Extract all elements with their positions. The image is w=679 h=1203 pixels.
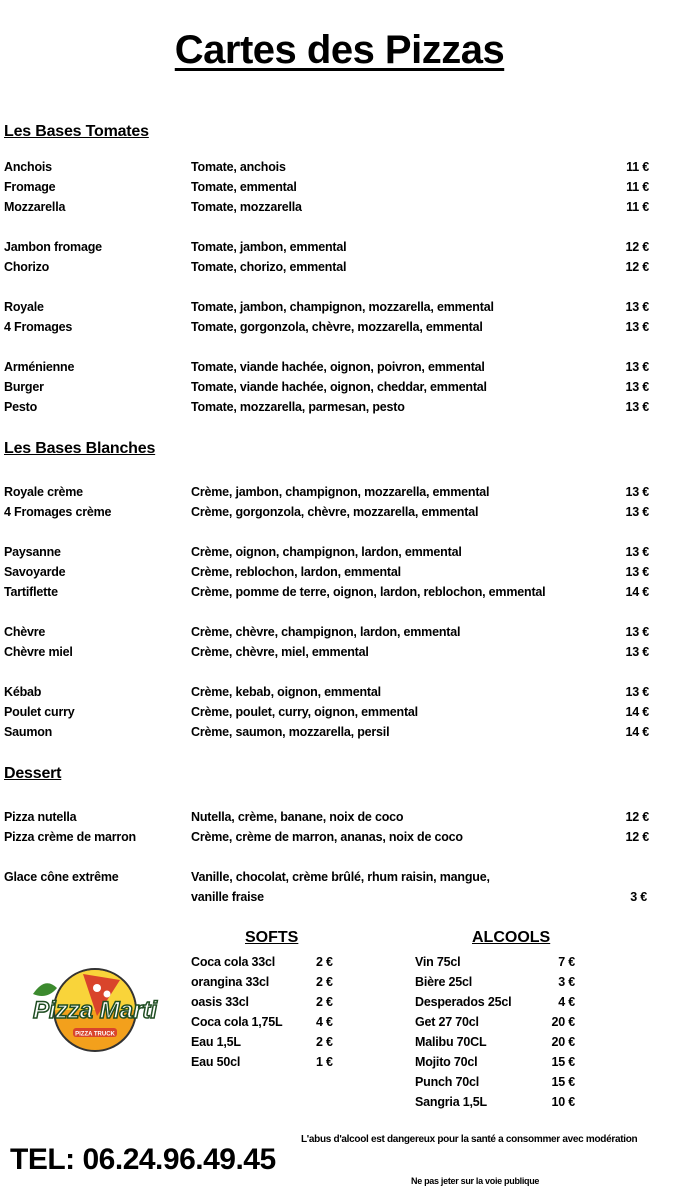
menu-item: [0, 722, 679, 742]
item-name: Pesto: [4, 400, 38, 414]
soft-name: Eau 1,5L: [191, 1035, 241, 1049]
group-spacer: [0, 337, 679, 357]
item-name: Mozzarella: [4, 200, 66, 214]
logo-text: Pizza Marti: [32, 997, 158, 1024]
item-ingredients: [191, 257, 346, 277]
group-spacer: [0, 602, 679, 622]
alcool-name: Sangria 1,5L: [415, 1095, 487, 1109]
item-price: 12 €: [625, 260, 649, 274]
item-name: Poulet curry: [4, 705, 75, 719]
item-ingredients: [191, 482, 489, 502]
group-spacer: [0, 217, 679, 237]
group-spacer: [0, 847, 679, 867]
item-name: Tartiflette: [4, 585, 58, 599]
item-name: Royale crème: [4, 485, 83, 499]
alcools-heading: ALCOOLS: [472, 929, 551, 946]
item-ingredients: [191, 157, 286, 177]
item-name: Glace cône extrême: [4, 870, 119, 884]
item-ingredients: [191, 622, 460, 642]
item-ingredients: [191, 867, 490, 907]
menu-item: [0, 827, 679, 847]
ingredients-line: Crème, chèvre, miel, emmental: [191, 645, 369, 659]
item-price: 11 €: [626, 160, 649, 174]
item-ingredients: [191, 317, 483, 337]
menu-item: [0, 807, 679, 827]
ingredients-line: Tomate, mozzarella: [191, 200, 302, 214]
menu-item: [0, 582, 679, 602]
alcool-name: Vin 75cl: [415, 955, 461, 969]
ingredients-line: Nutella, crème, banane, noix de coco: [191, 810, 404, 824]
item-name: Anchois: [4, 160, 52, 174]
ingredients-line: vanille fraise: [191, 890, 264, 904]
menu-item: [0, 622, 679, 642]
section-title-tomates: Les Bases Tomates: [4, 123, 149, 140]
item-price: 12 €: [625, 240, 649, 254]
item-name: Chèvre miel: [4, 645, 73, 659]
soft-price: 1 €: [316, 1055, 333, 1069]
phone-number: TEL: 06.24.96.49.45: [10, 1143, 276, 1176]
ingredients-line: Crème, gorgonzola, chèvre, mozzarella, emmental: [191, 505, 479, 519]
alcool-name: Desperados 25cl: [415, 995, 512, 1009]
item-price: 13 €: [625, 685, 649, 699]
item-price: 13 €: [625, 625, 649, 639]
menu-item: [0, 177, 679, 197]
item-price: 11 €: [626, 200, 649, 214]
item-name: Pizza nutella: [4, 810, 77, 824]
soft-name: Coca cola 33cl: [191, 955, 276, 969]
section-title-dessert: Dessert: [4, 765, 62, 782]
item-name: Burger: [4, 380, 44, 394]
alcool-price: 10 €: [551, 1095, 575, 1109]
item-price: 13 €: [625, 380, 649, 394]
item-ingredients: [191, 502, 478, 522]
soft-name: Eau 50cl: [191, 1055, 241, 1069]
item-price: 13 €: [625, 320, 649, 334]
item-price: 14 €: [625, 585, 649, 599]
item-price: 12 €: [625, 810, 649, 824]
item-price: 3 €: [630, 890, 647, 904]
item-ingredients: [191, 722, 389, 742]
menu-item: [0, 542, 679, 562]
group-spacer: [0, 662, 679, 682]
item-price: 13 €: [625, 645, 649, 659]
ingredients-line: Tomate, jambon, champignon, mozzarella, emmental: [191, 300, 494, 314]
litter-notice: Ne pas jeter sur la voie publique: [411, 1176, 540, 1186]
ingredients-line: Vanille, chocolat, crème brûlé, rhum raisin, mangue,: [191, 870, 490, 884]
item-name: Royale: [4, 300, 44, 314]
item-ingredients: [191, 377, 487, 397]
menu-item: [0, 502, 679, 522]
soft-price: 2 €: [316, 995, 333, 1009]
item-name: Arménienne: [4, 360, 75, 374]
ingredients-line: Crème, kebab, oignon, emmental: [191, 685, 381, 699]
alcohol-warning: L'abus d'alcool est dangereux pour la santé a consommer avec modération: [301, 1134, 638, 1145]
item-price: 13 €: [625, 505, 649, 519]
item-price: 14 €: [625, 705, 649, 719]
group-spacer: [0, 277, 679, 297]
alcool-name: Malibu 70CL: [415, 1035, 487, 1049]
alcool-price: 15 €: [551, 1055, 575, 1069]
menu-item: [0, 317, 679, 337]
item-price: 14 €: [625, 725, 649, 739]
menu-item: [0, 197, 679, 217]
ingredients-line: Tomate, emmental: [191, 180, 297, 194]
alcool-price: 4 €: [558, 995, 575, 1009]
alcool-price: 7 €: [558, 955, 575, 969]
item-ingredients: [191, 642, 369, 662]
ingredients-line: Tomate, chorizo, emmental: [191, 260, 347, 274]
pizza-marti-logo: [25, 966, 165, 1052]
item-price: 13 €: [625, 400, 649, 414]
alcool-price: 15 €: [551, 1075, 575, 1089]
item-ingredients: [191, 297, 494, 317]
item-name: Fromage: [4, 180, 56, 194]
item-ingredients: [191, 682, 381, 702]
item-ingredients: [191, 582, 545, 602]
ingredients-line: Tomate, mozzarella, parmesan, pesto: [191, 400, 405, 414]
alcool-name: Bière 25cl: [415, 975, 473, 989]
item-price: 13 €: [625, 300, 649, 314]
item-price: 13 €: [625, 565, 649, 579]
ingredients-line: Crème, chèvre, champignon, lardon, emmental: [191, 625, 461, 639]
item-name: 4 Fromages crème: [4, 505, 112, 519]
ingredients-line: Crème, crème de marron, ananas, noix de coco: [191, 830, 463, 844]
item-ingredients: [191, 542, 462, 562]
item-name: Savoyarde: [4, 565, 66, 579]
item-ingredients: [191, 702, 418, 722]
soft-name: orangina 33cl: [191, 975, 269, 989]
item-price: 11 €: [626, 180, 649, 194]
item-name: Pizza crème de marron: [4, 830, 136, 844]
alcool-price: 20 €: [551, 1035, 575, 1049]
ingredients-line: Tomate, viande hachée, oignon, poivron, emmental: [191, 360, 485, 374]
ingredients-line: Crème, oignon, champignon, lardon, emmental: [191, 545, 462, 559]
item-ingredients: [191, 177, 297, 197]
alcool-name: Mojito 70cl: [415, 1055, 478, 1069]
menu-item: [0, 157, 679, 177]
soft-price: 4 €: [316, 1015, 333, 1029]
page-title: [0, 28, 679, 73]
menu-item: [0, 297, 679, 317]
logo-subtitle: PIZZA TRUCK: [75, 1031, 115, 1038]
ingredients-line: Tomate, anchois: [191, 160, 286, 174]
item-ingredients: [191, 397, 405, 417]
soft-price: 2 €: [316, 1035, 333, 1049]
item-name: Jambon fromage: [4, 240, 102, 254]
ingredients-line: Tomate, jambon, emmental: [191, 240, 347, 254]
item-price: 12 €: [625, 830, 649, 844]
soft-price: 2 €: [316, 975, 333, 989]
menu-item: [0, 867, 679, 907]
page-title-text: Cartes des Pizzas: [174, 28, 505, 72]
section-rows: [0, 482, 679, 742]
group-spacer: [0, 522, 679, 542]
ingredients-line: Crème, jambon, champignon, mozzarella, emmental: [191, 485, 490, 499]
item-name: Saumon: [4, 725, 53, 739]
menu-item: [0, 702, 679, 722]
alcool-name: Get 27 70cl: [415, 1015, 479, 1029]
menu-item: [0, 377, 679, 397]
item-price: 13 €: [625, 360, 649, 374]
section-rows: [0, 157, 679, 417]
item-ingredients: [191, 237, 346, 257]
ingredients-line: Crème, pomme de terre, oignon, lardon, reblochon, emmental: [191, 585, 546, 599]
section-title-blanches: Les Bases Blanches: [4, 440, 156, 457]
item-ingredients: [191, 562, 401, 582]
item-price: 13 €: [625, 545, 649, 559]
section-rows: [0, 807, 679, 907]
item-ingredients: [191, 197, 302, 217]
item-price: 13 €: [625, 485, 649, 499]
softs-heading: SOFTS: [245, 929, 299, 946]
item-ingredients: [191, 827, 463, 847]
menu-item: [0, 237, 679, 257]
alcool-name: Punch 70cl: [415, 1075, 479, 1089]
menu-item: [0, 682, 679, 702]
ingredients-line: Tomate, gorgonzola, chèvre, mozzarella, emmental: [191, 320, 483, 334]
alcool-price: 20 €: [551, 1015, 575, 1029]
alcool-price: 3 €: [558, 975, 575, 989]
item-name: Chèvre: [4, 625, 46, 639]
item-name: 4 Fromages: [4, 320, 73, 334]
soft-name: oasis 33cl: [191, 995, 249, 1009]
item-name: Chorizo: [4, 260, 50, 274]
menu-item: [0, 482, 679, 502]
menu-item: [0, 397, 679, 417]
menu-item: [0, 642, 679, 662]
menu-item: [0, 257, 679, 277]
soft-price: 2 €: [316, 955, 333, 969]
ingredients-line: Crème, saumon, mozzarella, persil: [191, 725, 390, 739]
ingredients-line: Crème, reblochon, lardon, emmental: [191, 565, 401, 579]
item-ingredients: [191, 807, 403, 827]
soft-name: Coca cola 1,75L: [191, 1015, 283, 1029]
item-name: Kébab: [4, 685, 42, 699]
menu-item: [0, 562, 679, 582]
ingredients-line: Tomate, viande hachée, oignon, cheddar, emmental: [191, 380, 487, 394]
item-name: Paysanne: [4, 545, 61, 559]
ingredients-line: Crème, poulet, curry, oignon, emmental: [191, 705, 418, 719]
item-ingredients: [191, 357, 485, 377]
menu-item: [0, 357, 679, 377]
